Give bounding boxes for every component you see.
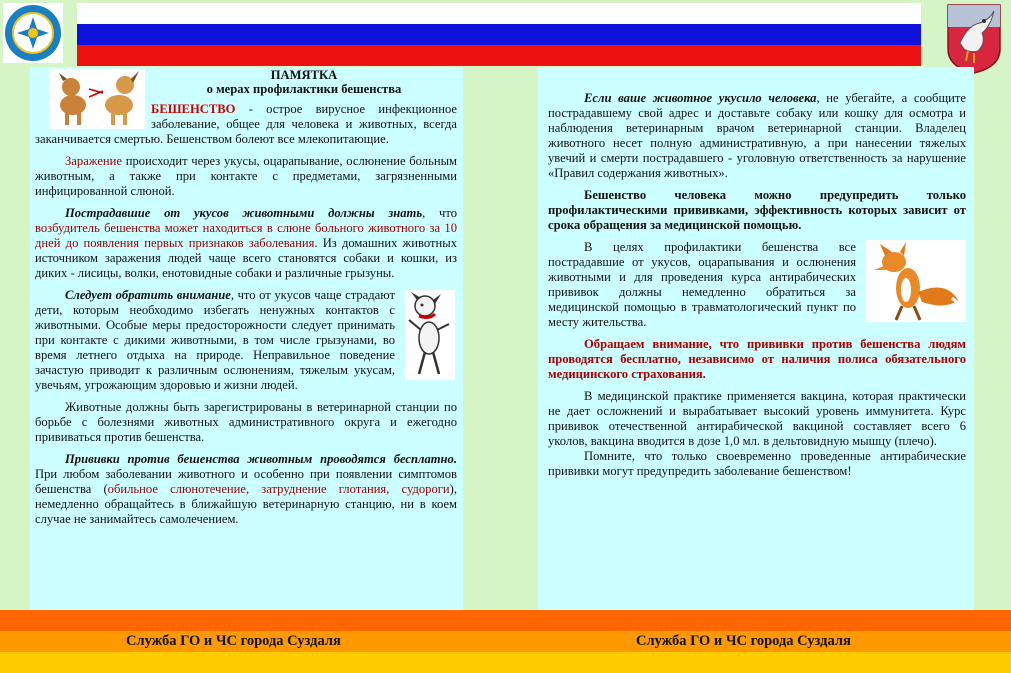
registration-paragraph: Животные должны быть зарегистрированы в ветеринарной станции по борьбе с болезнями животных административного округа и ежегодно прививаться против бешенства. (35, 400, 457, 444)
fox-illustration (866, 240, 966, 322)
page-title: ПАМЯТКА (270, 68, 338, 82)
right-panel (538, 67, 974, 610)
attention-paragraph: Следует обратить внимание, что от укусов чаще страдают дети, которым необходимо избегать ненужных контактов с животными. Особые меры предосторожности следует принимать при контакте с дикими животными, в том числе грызунами, во время летнего отдыха на природе. Неправильное поведение зачастую приводит к различным ослюнениям, тяжелым укусам, увечьям, угрожающим здоровью и жизни людей. (35, 288, 395, 392)
vaccine-paragraph: В медицинской практике применяется вакцина, которая практически не дает осложнений и вырабатывает высокий уровень иммунитета. Курс прививок отечественной антирабической вакциной составляет всего 6 уколов, вакцина вводится в дозе 1,0 мл. в дельтовидную мышцу (плечо). (548, 389, 966, 448)
rabies-definition: БЕШЕНСТВО - острое вирусное инфекционное заболевание, общее для человека и животных, всегда заканчивается смертью. Бешенством болеют все млекопитающие. (35, 102, 457, 146)
first-aid-paragraph: В целях профилактики бешенства все пострадавшие от укусов, оцарапывания и ослюнения животными и для проведения курса антирабических прививок должны немедленно обратиться за медицинской помощью в травматологический пункт по месту жительства. (548, 240, 856, 329)
free-vaccination-paragraph: Обращаем внимание, что прививки против бешенства людям проводятся бесплатно, независимо от наличия полиса обязательного медицинского страхования. (548, 337, 966, 381)
bite-instruction-paragraph: Если ваше животное укусило человека, не убегайте, а сообщите пострадавшему свой адрес и доставьте собаку или кошку для осмотра и наблюдения ветеринарным врачом ветеринарной станции. Владелец животного несет полную административную, а при нанесении тяжелых увечий и смерти пострадавшего - уголовную ответственность за нарушение «Правил содержания животных». (548, 91, 966, 180)
infection-paragraph: Заражение происходит через укусы, оцарапывание, ослюнение больным животным, а также при контакте с предметами, загрязненными инфицированной слюной. (35, 154, 457, 198)
fighting-dogs-illustration (49, 69, 145, 129)
footer-stripe-yellow (0, 652, 1011, 673)
footer-left-label: Служба ГО и ЧС города Суздаля (126, 633, 341, 649)
dancing-dog-illustration (405, 290, 455, 380)
vaccination-animals-paragraph: Прививки против бешенства животным проводятся бесплатно. При любом заболевании животного и особенно при появлении симптомов бешенства (обильное слюнотечение, затруднение глотания, судороги), немедленно обращайтесь в ближайшую ветеринарную станцию, ни в коем случае не занимайтесь самолечением. (35, 452, 457, 526)
russian-flag (77, 3, 921, 66)
prevention-paragraph: Бешенство человека можно предупредить только профилактическими прививками, эффективность которых зависит от срока обращения за медицинской помощью. (548, 188, 966, 232)
victims-paragraph: Пострадавшие от укусов животными должны знать, что возбудитель бешенства может находиться в слюне больного животного за 10 дней до появления первых признаков заболевания. Из домашних животных источником заражения людей чаще всего становятся собаки и кошки, из диких - лисицы, волки, енотовидные собаки и различные грызуны. (35, 206, 457, 280)
emercom-logo (3, 3, 63, 63)
left-panel (30, 67, 463, 610)
page-subtitle: о мерах профилактики бешенства (206, 82, 402, 96)
suzdal-coat-of-arms (946, 3, 1002, 75)
footer-right-label: Служба ГО и ЧС города Суздаля (636, 633, 851, 649)
footer-stripe-orange (0, 610, 1011, 631)
reminder-paragraph: Помните, что только своевременно проведенные антирабические прививки могут предупредить заболевание бешенством! (548, 449, 966, 478)
rabies-term: БЕШЕНСТВО (151, 102, 236, 116)
infection-term: Заражение (65, 154, 122, 168)
